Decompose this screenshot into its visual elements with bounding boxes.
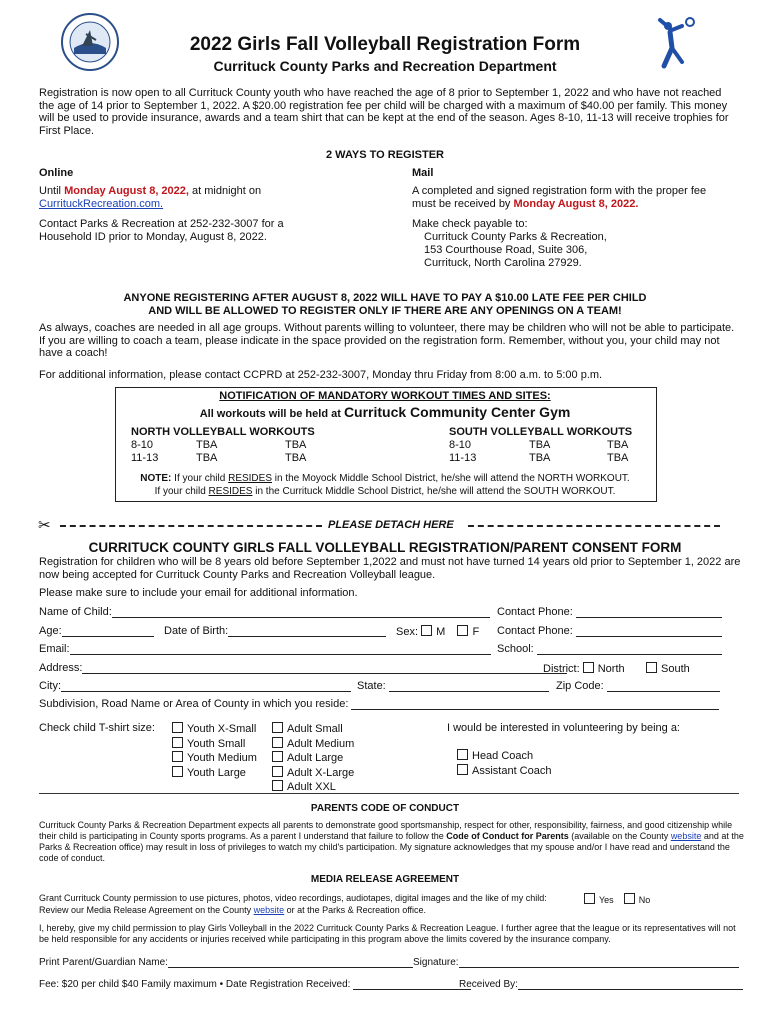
dob-field[interactable]: [228, 625, 386, 637]
state-field[interactable]: [389, 680, 549, 692]
south-heading: SOUTH VOLLEYBALL WORKOUTS: [449, 426, 633, 438]
adult-xl-checkbox[interactable]: [272, 766, 283, 777]
media-line1: Grant Currituck County permission to use pictures, photos, video recordings, audiotapes, digital images and the like of my child:: [39, 893, 547, 903]
email-note: Please make sure to include your email for additional information.: [39, 587, 358, 599]
contact-phone-field[interactable]: [576, 606, 722, 618]
conduct-website-link[interactable]: website: [670, 831, 702, 841]
media-no-checkbox[interactable]: [624, 893, 635, 904]
form-intro: Registration for children who will be 8 years old before September 1,2022 and must not have turned 14 years old prior to September 1, 2022 are now being accepted for Currituck County Parks and Recreation Volleyball league.: [39, 556, 741, 581]
ways-heading: 2 WAYS TO REGISTER: [326, 149, 444, 161]
detach-label: PLEASE DETACH HERE: [328, 519, 454, 531]
media-yes-checkbox[interactable]: [584, 893, 595, 904]
online-deadline: Until Monday August 8, 2022, at midnight on CurrituckRecreation.com.: [39, 185, 262, 210]
coaches-paragraph: As always, coaches are needed in all age groups. Without parents willing to volunteer, there may be children who will not be able to participate. If you are willing to coach a team, please indicate in the space provided on the registration form. Remember, without you, your child may not have a coach!: [39, 322, 735, 359]
volunteer-options: Head Coach Assistant Coach: [457, 749, 551, 778]
child-name-field[interactable]: [112, 606, 490, 618]
tshirt-label: Check child T-shirt size:: [39, 722, 155, 734]
media-line2: Review our Media Release Agreement on the County website or at the Parks & Recreation office.: [39, 905, 427, 915]
mail-deadline: A completed and signed registration form with the proper fee must be received by Monday August 8, 2022.: [412, 185, 707, 210]
workout-site: All workouts will be held at Currituck Community Center Gym: [199, 404, 571, 420]
north-table: 8-10 TBA TBA 11-13 TBA TBA: [131, 439, 307, 464]
state-row: State:: [357, 680, 549, 692]
sex-f-checkbox[interactable]: [457, 625, 468, 636]
signature-row: Signature:: [413, 956, 739, 968]
age-field[interactable]: [62, 625, 154, 637]
conduct-text: Currituck County Parks & Recreation Department expects all parents to demonstrate good sportsmanship, respect for other, responsibility, fairness, and good citizenship while their child is participating in County sports programs. As a parent I understand that failure to follow the Code of Conduct for Parents (available on the County website and at the Parks & Recreation office) may result in loss of privileges to watch my child's participation. My signature acknowledges that my spouse and/or I have read and understand the code of conduct.: [39, 820, 744, 863]
more-info: For additional information, please contact CCPRD at 252-232-3007, Monday thru Friday from 8:00 a.m. to 5:00 p.m.: [39, 369, 603, 381]
intro-paragraph: Registration is now open to all Currituck County youth who have reached the age of 8 prior to September 1, 2022 and who have not reached the age of 14 prior to September 1, 2022. A $20.00 registration fee per child will be charged with a maximum of $40.00 per family. This money will be used to provide insurance, awards and a team shirt that can be kept at the end of the season. Ages 8-10, 11-13 will receive trophies for First Place.: [39, 87, 729, 137]
print-name-row: Print Parent/Guardian Name:: [39, 956, 413, 968]
district-south-checkbox[interactable]: [646, 662, 657, 673]
volunteer-label: I would be interested in volunteering by being a:: [447, 722, 680, 734]
divider: [39, 793, 739, 794]
south-table: 8-10 TBA TBA 11-13 TBA TBA: [449, 439, 629, 464]
online-label: Online: [39, 167, 74, 179]
detach-line-right: [468, 525, 720, 527]
waiver-text: I, hereby, give my child permission to play Girls Volleyball in the 2022 Currituck County Parks & Recreation League. I further agree that the league or its representatives will not be held responsible for any accidents or injuries received while participating in this program above the limits covered by the insurance company.: [39, 923, 736, 944]
late-fee-notice: ANYONE REGISTERING AFTER AUGUST 8, 2022 WILL HAVE TO PAY A $10.00 LATE FEE PER CHILD AND WILL BE ALLOWED TO REGISTER ONLY IF THERE ARE ANY OPENINGS ON A TEAM!: [123, 292, 647, 317]
youth-l-checkbox[interactable]: [172, 766, 183, 777]
contact-phone-row: Contact Phone:: [497, 606, 722, 618]
media-options: Yes No: [584, 893, 650, 906]
online-contact: Contact Parks & Recreation at 252-232-3007 for a Household ID prior to Monday, August 8, 2022.: [39, 218, 284, 243]
mail-payable: Make check payable to:: [412, 218, 528, 230]
workout-note: NOTE: If your child RESIDES in the Moyock Middle School District, he/she will attend the NORTH WORKOUT. If your child RESIDES in the Currituck Middle School District, he/she will attend the SOUTH WORKOUT.: [140, 473, 630, 497]
form-title: CURRITUCK COUNTY GIRLS FALL VOLLEYBALL REGISTRATION/PARENT CONSENT FORM: [88, 540, 682, 555]
sex-m-checkbox[interactable]: [421, 625, 432, 636]
website-link[interactable]: CurrituckRecreation.com.: [39, 198, 164, 210]
youth-xs-checkbox[interactable]: [172, 722, 183, 733]
subdivision-row: Subdivision, Road Name or Area of County in which you reside:: [39, 698, 719, 710]
district-north-checkbox[interactable]: [583, 662, 594, 673]
adult-sizes: Adult Small Adult Medium Adult Large Adult X-Large Adult XXL: [272, 722, 354, 795]
adult-l-checkbox[interactable]: [272, 751, 283, 762]
sex-row: Sex: M F: [396, 626, 480, 638]
signature-field[interactable]: [459, 956, 739, 968]
date-received-field[interactable]: [353, 978, 471, 990]
fee-row: Fee: $20 per child $40 Family maximum • Date Registration Received:: [39, 978, 471, 990]
subdivision-field[interactable]: [351, 698, 719, 710]
address-field[interactable]: [82, 662, 567, 674]
workout-title: NOTIFICATION OF MANDATORY WORKOUT TIMES AND SITES:: [219, 390, 551, 402]
district-row: District: North South: [543, 663, 690, 675]
school-field[interactable]: [537, 643, 722, 655]
youth-sizes: Youth X-Small Youth Small Youth Medium Youth Large: [172, 722, 257, 780]
email-row: Email:: [39, 643, 491, 655]
conduct-heading: PARENTS CODE OF CONDUCT: [310, 803, 460, 814]
print-name-field[interactable]: [168, 956, 413, 968]
scissors-icon: ✂: [38, 517, 51, 534]
mail-address: Currituck County Parks & Recreation, 153 Courthouse Road, Suite 306, Currituck, North Carolina 27929.: [424, 231, 607, 269]
zip-row: Zip Code:: [556, 680, 720, 692]
mail-label: Mail: [412, 167, 434, 179]
school-row: School:: [497, 643, 722, 655]
media-heading: MEDIA RELEASE AGREEMENT: [310, 874, 460, 885]
contact-phone2-field[interactable]: [576, 625, 722, 637]
adult-xxl-checkbox[interactable]: [272, 780, 283, 791]
dob-row: Date of Birth:: [164, 625, 386, 637]
received-by-field[interactable]: [518, 978, 743, 990]
youth-m-checkbox[interactable]: [172, 751, 183, 762]
city-field[interactable]: [61, 680, 351, 692]
page-subtitle: Currituck County Parks and Recreation Department: [213, 58, 557, 74]
age-row: Age:: [39, 625, 154, 637]
assistant-coach-checkbox[interactable]: [457, 764, 468, 775]
adult-m-checkbox[interactable]: [272, 737, 283, 748]
city-row: City:: [39, 680, 351, 692]
page-title: 2022 Girls Fall Volleyball Registration Form: [189, 34, 581, 55]
email-field[interactable]: [70, 643, 491, 655]
youth-s-checkbox[interactable]: [172, 737, 183, 748]
contact-phone2-row: Contact Phone:: [497, 625, 722, 637]
media-website-link[interactable]: website: [253, 905, 285, 915]
north-heading: NORTH VOLLEYBALL WORKOUTS: [131, 426, 315, 438]
received-by-row: Received By:: [459, 978, 743, 990]
adult-s-checkbox[interactable]: [272, 722, 283, 733]
zip-field[interactable]: [607, 680, 720, 692]
detach-line-left: [60, 525, 322, 527]
address-row: Address:: [39, 662, 567, 674]
head-coach-checkbox[interactable]: [457, 749, 468, 760]
name-row: Name of Child:: [39, 606, 490, 618]
